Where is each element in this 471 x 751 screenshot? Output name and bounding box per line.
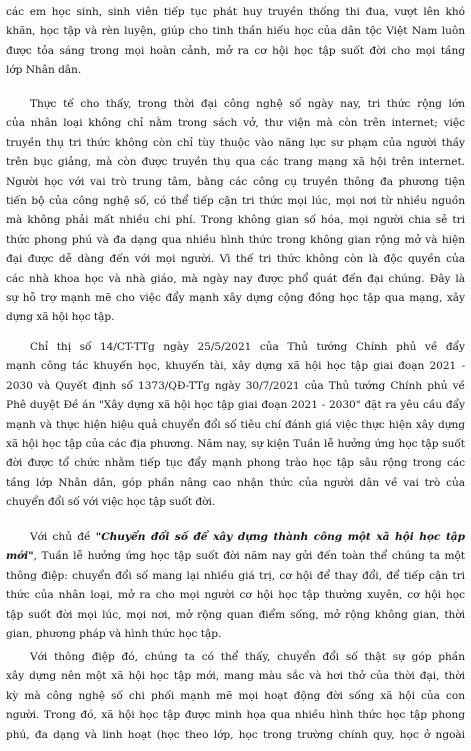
text-line: các nhà khoa học và nhà giáo, mà ngày nay được phổ quát đến đại chúng. Đây là [6,272,465,285]
text-line: Với thông điệp đó, chúng ta có thể thấy, chuyển đổi số thật sự góp phần [30,651,465,663]
text-line: đại được dễ dàng đến với mọi người. Vì thế tri thức không còn là độc quyền của [6,253,465,266]
text-line [6,528,465,547]
text-line: 2030 và Quyết định số 1373/QĐ-TTg ngày 30/7/2021 của Thủ tướng Chính phủ về [6,379,465,392]
text-line: gian, phương pháp và hình thức học tập. [6,627,222,640]
text-line: khăn, học tập và rèn luyện, giúp cho tinh thần hiếu học của dân tộc Việt Nam luôn [6,25,465,38]
theme-title-emphasis: "Chuyển đổi số để xây dựng thành công một xã hội học tập [95,531,465,543]
text-line: tiến bộ của công nghệ số, có thể tiếp cận tri thức mọi lúc, mọi nơi từ nhiều nguồn [6,194,465,207]
text-line: dựng xã hội học tập. [6,311,115,324]
text-line: truyền thụ tri thức không còn chỉ tùy thuộc vào năng lực sư phạm của người thầy [6,136,465,149]
text-line: Phê duyệt Đề án "Xây dựng xã hội học tập giai đoạn 2021 - 2030" đặt ra yêu cầu đẩy [6,399,465,412]
paragraph-4 [6,528,465,644]
text-line: tầng lớp Nhân dân, góp phần nâng cao nhận thức của người dân về vai trò của [6,476,465,489]
paragraph-2 [6,95,465,328]
paragraph-5 [6,648,465,745]
paragraph-1 [6,3,465,81]
text-line: lớp Nhân dân. [6,64,82,77]
text-line: chuyển đổi số với việc học tập suốt đời. [6,496,216,509]
inline-text: Với chủ đề [30,531,96,543]
text-line: sự hỗ trợ mạnh mẽ cho việc đẩy mạnh xây dựng cộng đồng học tập qua mạng, xây [6,291,465,304]
text-line: thức phong phú và đa dạng qua nhiều hình thức trong không gian rộng mở và hiện [6,233,465,246]
text-line: thông điệp: chuyển đổi số mang lại nhiều giá trị, cơ hội để thay đổi, để tiếp cận tri [6,569,465,582]
text-line: Thực tế cho thấy, trong thời đại công nghệ số ngày nay, tri thức rộng lớn [30,98,465,110]
inline-text: , Tuần lễ hưởng ứng học tập suốt đời năm nay gửi đến toàn thể chúng ta một [33,550,465,563]
text-line: đời được tổ chức nhằm tiếp tục đẩy mạnh phong trào học tập sâu rộng trong các [6,457,465,470]
text-line: trên bục giảng, mà còn được truyền thụ qua các trang mạng xã hội trên internet. [6,156,465,169]
text-line: của nhân loại không chỉ nằm trong sách vở, thư viện mà còn trên internet; việc [6,117,465,130]
text-line: Chỉ thị số 14/CT-TTg ngày 25/5/2021 của Thủ tướng Chính phủ về đẩy [30,341,465,353]
text-line: tập suốt đời mọi lúc, mọi nơi, mở rộng quan điểm sống, mở rộng không gian, thời [6,608,465,621]
text-line: phú, đa dạng và linh hoạt (học theo lớp, học trong trường chính quy, học ở ngoài [6,728,465,741]
text-line: mạnh và thực hiện hiệu quả chuyển đổi số tiêu chí đánh giá việc thực hiện xây dựng [6,418,465,431]
text-line: Người học với vai trò trung tâm, bằng các công cụ truyền thông đa phương tiện [6,175,465,188]
text-line: mà không phải mất nhiều chi phí. Trong không gian số hóa, mọi người chia sẻ tri [6,214,465,227]
text-line: xã hội học tập của các địa phương. Năm nay, sự kiện Tuần lễ hưởng ứng học tập suốt [6,437,465,450]
paragraph-3 [6,338,465,513]
text-line: người. Trong đó, xã hội học tập được minh họa qua nhiều hình thức học tập phong [6,709,465,722]
text-line: các em học sinh, sinh viên tiếp tục phát huy truyền thống thi đua, vượt lên khó [6,6,465,18]
text-line: mạnh công tác khuyến học, khuyến tài, xây dựng xã hội học tập giai đoạn 2021 - [6,360,465,373]
text-line: kỳ mà công nghệ số chi phối mạnh mẽ mọi hoạt động đời sống xã hội của con [6,689,465,702]
text-line: thức của nhân loại, mở ra cho mọi người cơ hội học tập thường xuyên, cơ hội học [6,589,465,602]
theme-title-emphasis-end: mới" [6,550,34,563]
text-line: được tỏa sáng trong mọi hoàn cảnh, mở ra cơ hội học tập suốt đời cho mọi tầng [6,44,465,57]
text-line [6,547,465,566]
text-line: xây dựng nên một xã hội học tập mới, mang màu sắc và hơi thở của thời đại, thời [6,670,465,683]
